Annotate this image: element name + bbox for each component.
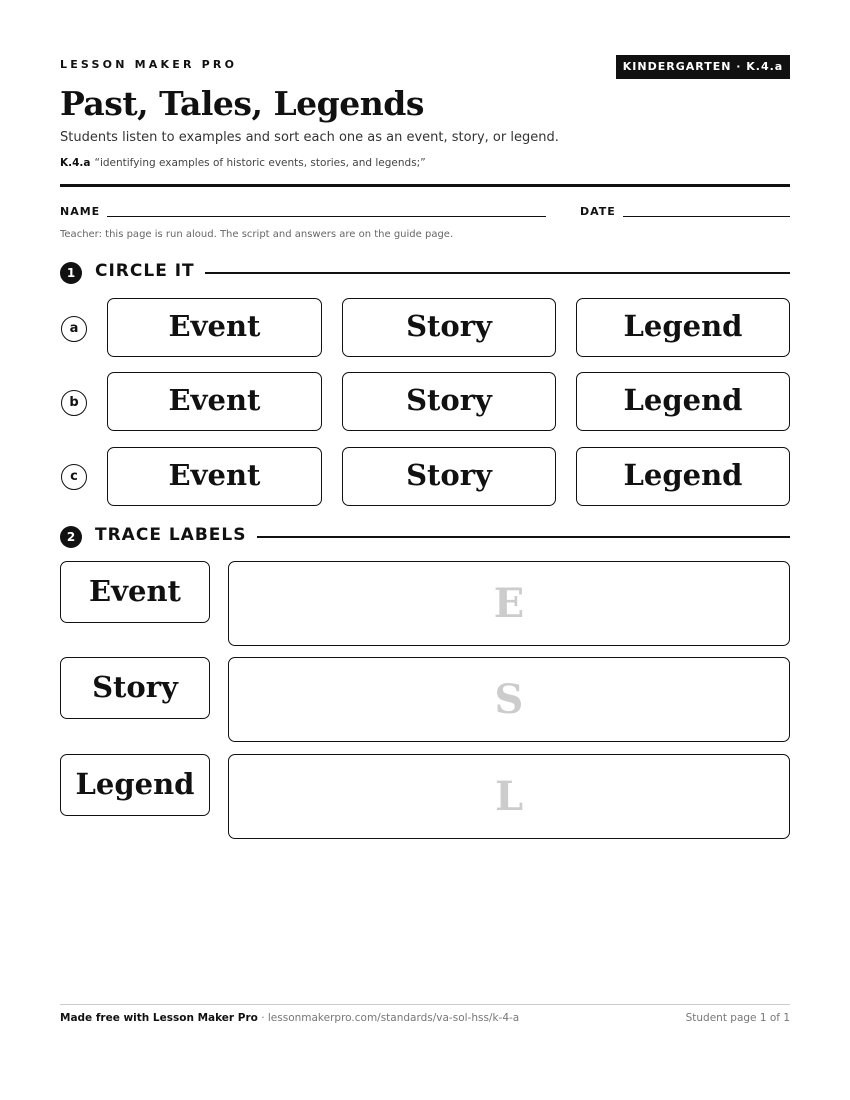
section-1-title: CIRCLE IT: [95, 261, 195, 281]
section-1-number: 1: [60, 262, 82, 284]
standard-text: “identifying examples of historic events, stories, and legends;”: [94, 157, 426, 169]
name-label: NAME: [60, 205, 101, 218]
standard-line: [60, 157, 426, 169]
row-letter-c: c: [61, 464, 87, 490]
page-subtitle: Students listen to examples and sort each one as an event, story, or legend.: [60, 130, 559, 145]
section-1-rule: [205, 272, 790, 274]
name-field[interactable]: [107, 216, 546, 217]
choice-c-event[interactable]: Event: [107, 447, 322, 506]
choice-c-story[interactable]: Story: [342, 447, 556, 506]
word-card-legend: Legend: [60, 754, 210, 816]
choice-a-story[interactable]: Story: [342, 298, 556, 357]
section-2-rule: [257, 536, 790, 538]
trace-box-event[interactable]: E: [228, 561, 790, 646]
footer-url[interactable]: · lessonmakerpro.com/standards/va-sol-hss/k-4-a: [257, 1012, 520, 1024]
choice-a-legend[interactable]: Legend: [576, 298, 790, 357]
teacher-note: Teacher: this page is run aloud. The script and answers are on the guide page.: [60, 229, 454, 240]
choice-b-story[interactable]: Story: [342, 372, 556, 431]
choice-a-event[interactable]: Event: [107, 298, 322, 357]
standard-code: K.4.a: [60, 157, 91, 169]
row-letter-b: b: [61, 390, 87, 416]
grade-badge: KINDERGARTEN · K.4.a: [616, 55, 790, 79]
footer-divider: [60, 1004, 790, 1005]
brand-name: LESSON MAKER PRO: [60, 58, 238, 71]
choice-b-event[interactable]: Event: [107, 372, 322, 431]
row-letter-a: a: [61, 316, 87, 342]
word-card-event: Event: [60, 561, 210, 623]
page-title: Past, Tales, Legends: [60, 84, 424, 123]
trace-box-story[interactable]: S: [228, 657, 790, 742]
footer-page-number: Student page 1 of 1: [685, 1012, 790, 1024]
section-2-title: TRACE LABELS: [95, 525, 247, 545]
date-label: DATE: [580, 205, 616, 218]
section-2-number: 2: [60, 526, 82, 548]
choice-b-legend[interactable]: Legend: [576, 372, 790, 431]
footer-credit: [60, 1012, 519, 1024]
choice-c-legend[interactable]: Legend: [576, 447, 790, 506]
trace-box-legend[interactable]: L: [228, 754, 790, 839]
word-card-story: Story: [60, 657, 210, 719]
header-divider: [60, 184, 790, 187]
date-field[interactable]: [623, 216, 790, 217]
footer-made-with: Made free with Lesson Maker Pro: [60, 1012, 258, 1024]
